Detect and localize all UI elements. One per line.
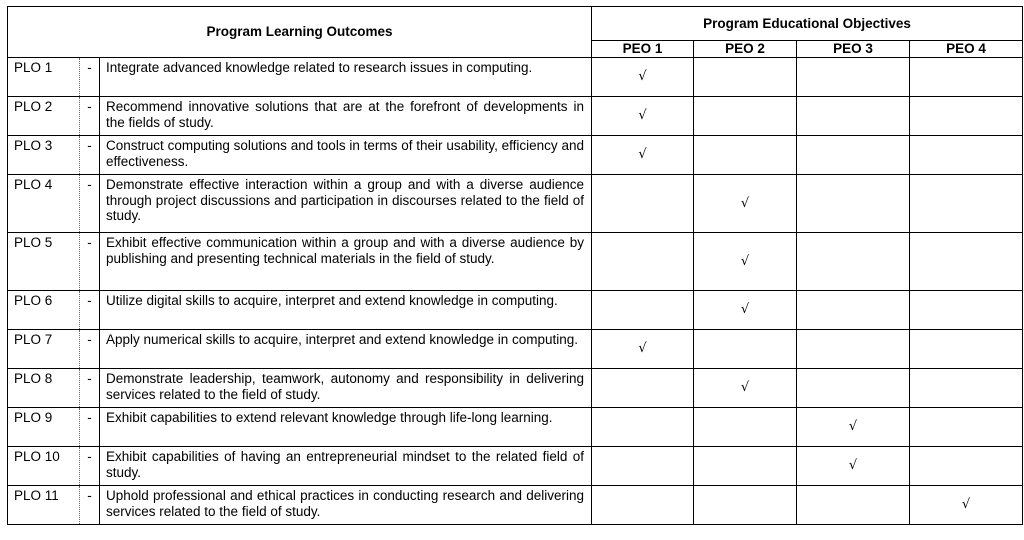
- peo-cell: [592, 233, 694, 291]
- peo-cell: [797, 330, 910, 369]
- peo-cell: [797, 408, 910, 447]
- plo-separator: -: [80, 369, 100, 408]
- peo-cell: [592, 486, 694, 525]
- peo-cell: [910, 369, 1023, 408]
- plo-separator: -: [80, 408, 100, 447]
- plo-code: PLO 10: [8, 447, 80, 486]
- plo-code: PLO 9: [8, 408, 80, 447]
- peo-cell: [797, 175, 910, 233]
- peo-cell: [592, 330, 694, 369]
- peo-cell: [694, 233, 797, 291]
- plo-description: Uphold professional and ethical practices in conducting research and delivering services related to the field of study.: [100, 486, 592, 525]
- peo-cell: [694, 97, 797, 136]
- plo-description: Utilize digital skills to acquire, interpret and extend knowledge in computing.: [100, 291, 592, 330]
- peo-cell: [592, 291, 694, 330]
- table-row: [8, 408, 1023, 447]
- plo-code: PLO 7: [8, 330, 80, 369]
- check-mark-icon: √: [740, 253, 750, 269]
- peo-cell: [694, 369, 797, 408]
- plo-description: Demonstrate leadership, teamwork, autonomy and responsibility in delivering services related to the field of study.: [100, 369, 592, 408]
- plo-code: PLO 1: [8, 58, 80, 97]
- plo-separator: -: [80, 486, 100, 525]
- check-mark-icon: √: [848, 419, 858, 435]
- plo-description: Demonstrate effective interaction within a group and with a diverse audience through project discussions and participation in discourses related to the field of study.: [100, 175, 592, 233]
- plo-description: Exhibit capabilities of having an entrepreneurial mindset to the related field of study.: [100, 447, 592, 486]
- check-mark-icon: √: [740, 195, 750, 211]
- check-mark-icon: √: [961, 497, 971, 513]
- peo-cell: [797, 136, 910, 175]
- table-row: [8, 58, 1023, 97]
- table-row: [8, 233, 1023, 291]
- peo-cell: [797, 447, 910, 486]
- table-row: [8, 447, 1023, 486]
- peo-cell: [694, 58, 797, 97]
- check-mark-icon: √: [638, 69, 647, 85]
- peo-cell: [694, 447, 797, 486]
- plo-code: PLO 4: [8, 175, 80, 233]
- table-row: [8, 291, 1023, 330]
- check-mark-icon: √: [740, 302, 750, 318]
- peo-cell: [910, 58, 1023, 97]
- peo-column-header: PEO 2: [694, 41, 797, 58]
- plo-description: Apply numerical skills to acquire, interpret and extend knowledge in computing.: [100, 330, 592, 369]
- peo-cell: [694, 175, 797, 233]
- plo-code: PLO 6: [8, 291, 80, 330]
- peo-cell: [910, 97, 1023, 136]
- plo-description: Exhibit capabilities to extend relevant knowledge through life-long learning.: [100, 408, 592, 447]
- peo-cell: [910, 330, 1023, 369]
- peo-cell: [592, 369, 694, 408]
- mapping-table: [7, 6, 1023, 525]
- table-row: [8, 136, 1023, 175]
- mapping-rows: [8, 58, 1023, 525]
- plo-description: Construct computing solutions and tools in terms of their usability, efficiency and effectiveness.: [100, 136, 592, 175]
- peo-cell: [797, 486, 910, 525]
- table-row: [8, 97, 1023, 136]
- plo-separator: -: [80, 291, 100, 330]
- plo-code: PLO 8: [8, 369, 80, 408]
- peo-cell: [592, 58, 694, 97]
- check-mark-icon: √: [848, 458, 858, 474]
- plo-separator: -: [80, 136, 100, 175]
- peo-cell: [910, 291, 1023, 330]
- peo-cell: [910, 408, 1023, 447]
- peo-cell: [910, 136, 1023, 175]
- plo-separator: -: [80, 447, 100, 486]
- peo-cell: [797, 97, 910, 136]
- peo-column-header: PEO 1: [592, 41, 694, 58]
- plo-code: PLO 11: [8, 486, 80, 525]
- peo-cell: [694, 486, 797, 525]
- table-row: [8, 369, 1023, 408]
- plo-description: Exhibit effective communication within a group and with a diverse audience by publishing and presenting technical materials in the field of study.: [100, 233, 592, 291]
- plo-peo-mapping: [7, 6, 1023, 525]
- peo-cell: [694, 330, 797, 369]
- peo-column-header: PEO 4: [910, 41, 1023, 58]
- peo-cell: [592, 136, 694, 175]
- plo-code: PLO 2: [8, 97, 80, 136]
- plo-code: PLO 3: [8, 136, 80, 175]
- plo-separator: -: [80, 330, 100, 369]
- peo-cell: [797, 369, 910, 408]
- peo-column-header: PEO 3: [797, 41, 910, 58]
- peo-cell: [592, 97, 694, 136]
- check-mark-icon: √: [638, 341, 647, 357]
- plo-separator: -: [80, 175, 100, 233]
- plo-separator: -: [80, 97, 100, 136]
- peo-cell: [910, 175, 1023, 233]
- peo-cell: [910, 447, 1023, 486]
- peo-cell: [694, 291, 797, 330]
- plo-code: PLO 5: [8, 233, 80, 291]
- plo-description: Recommend innovative solutions that are at the forefront of developments in the fields of study.: [100, 97, 592, 136]
- check-mark-icon: √: [740, 380, 750, 396]
- peo-cell: [694, 136, 797, 175]
- peo-cell: [797, 58, 910, 97]
- table-row: [8, 330, 1023, 369]
- peo-cell: [694, 408, 797, 447]
- check-mark-icon: √: [638, 108, 647, 124]
- plo-description: Integrate advanced knowledge related to research issues in computing.: [100, 58, 592, 97]
- plo-separator: -: [80, 58, 100, 97]
- peo-header: Program Educational Objectives: [592, 7, 1023, 41]
- table-row: [8, 486, 1023, 525]
- peo-cell: [910, 233, 1023, 291]
- plo-header: Program Learning Outcomes: [8, 7, 592, 58]
- check-mark-icon: √: [638, 147, 647, 163]
- table-row: [8, 175, 1023, 233]
- peo-cell: [910, 486, 1023, 525]
- peo-cell: [797, 291, 910, 330]
- peo-cell: [592, 447, 694, 486]
- peo-cell: [797, 233, 910, 291]
- peo-cell: [592, 408, 694, 447]
- peo-cell: [592, 175, 694, 233]
- plo-separator: -: [80, 233, 100, 291]
